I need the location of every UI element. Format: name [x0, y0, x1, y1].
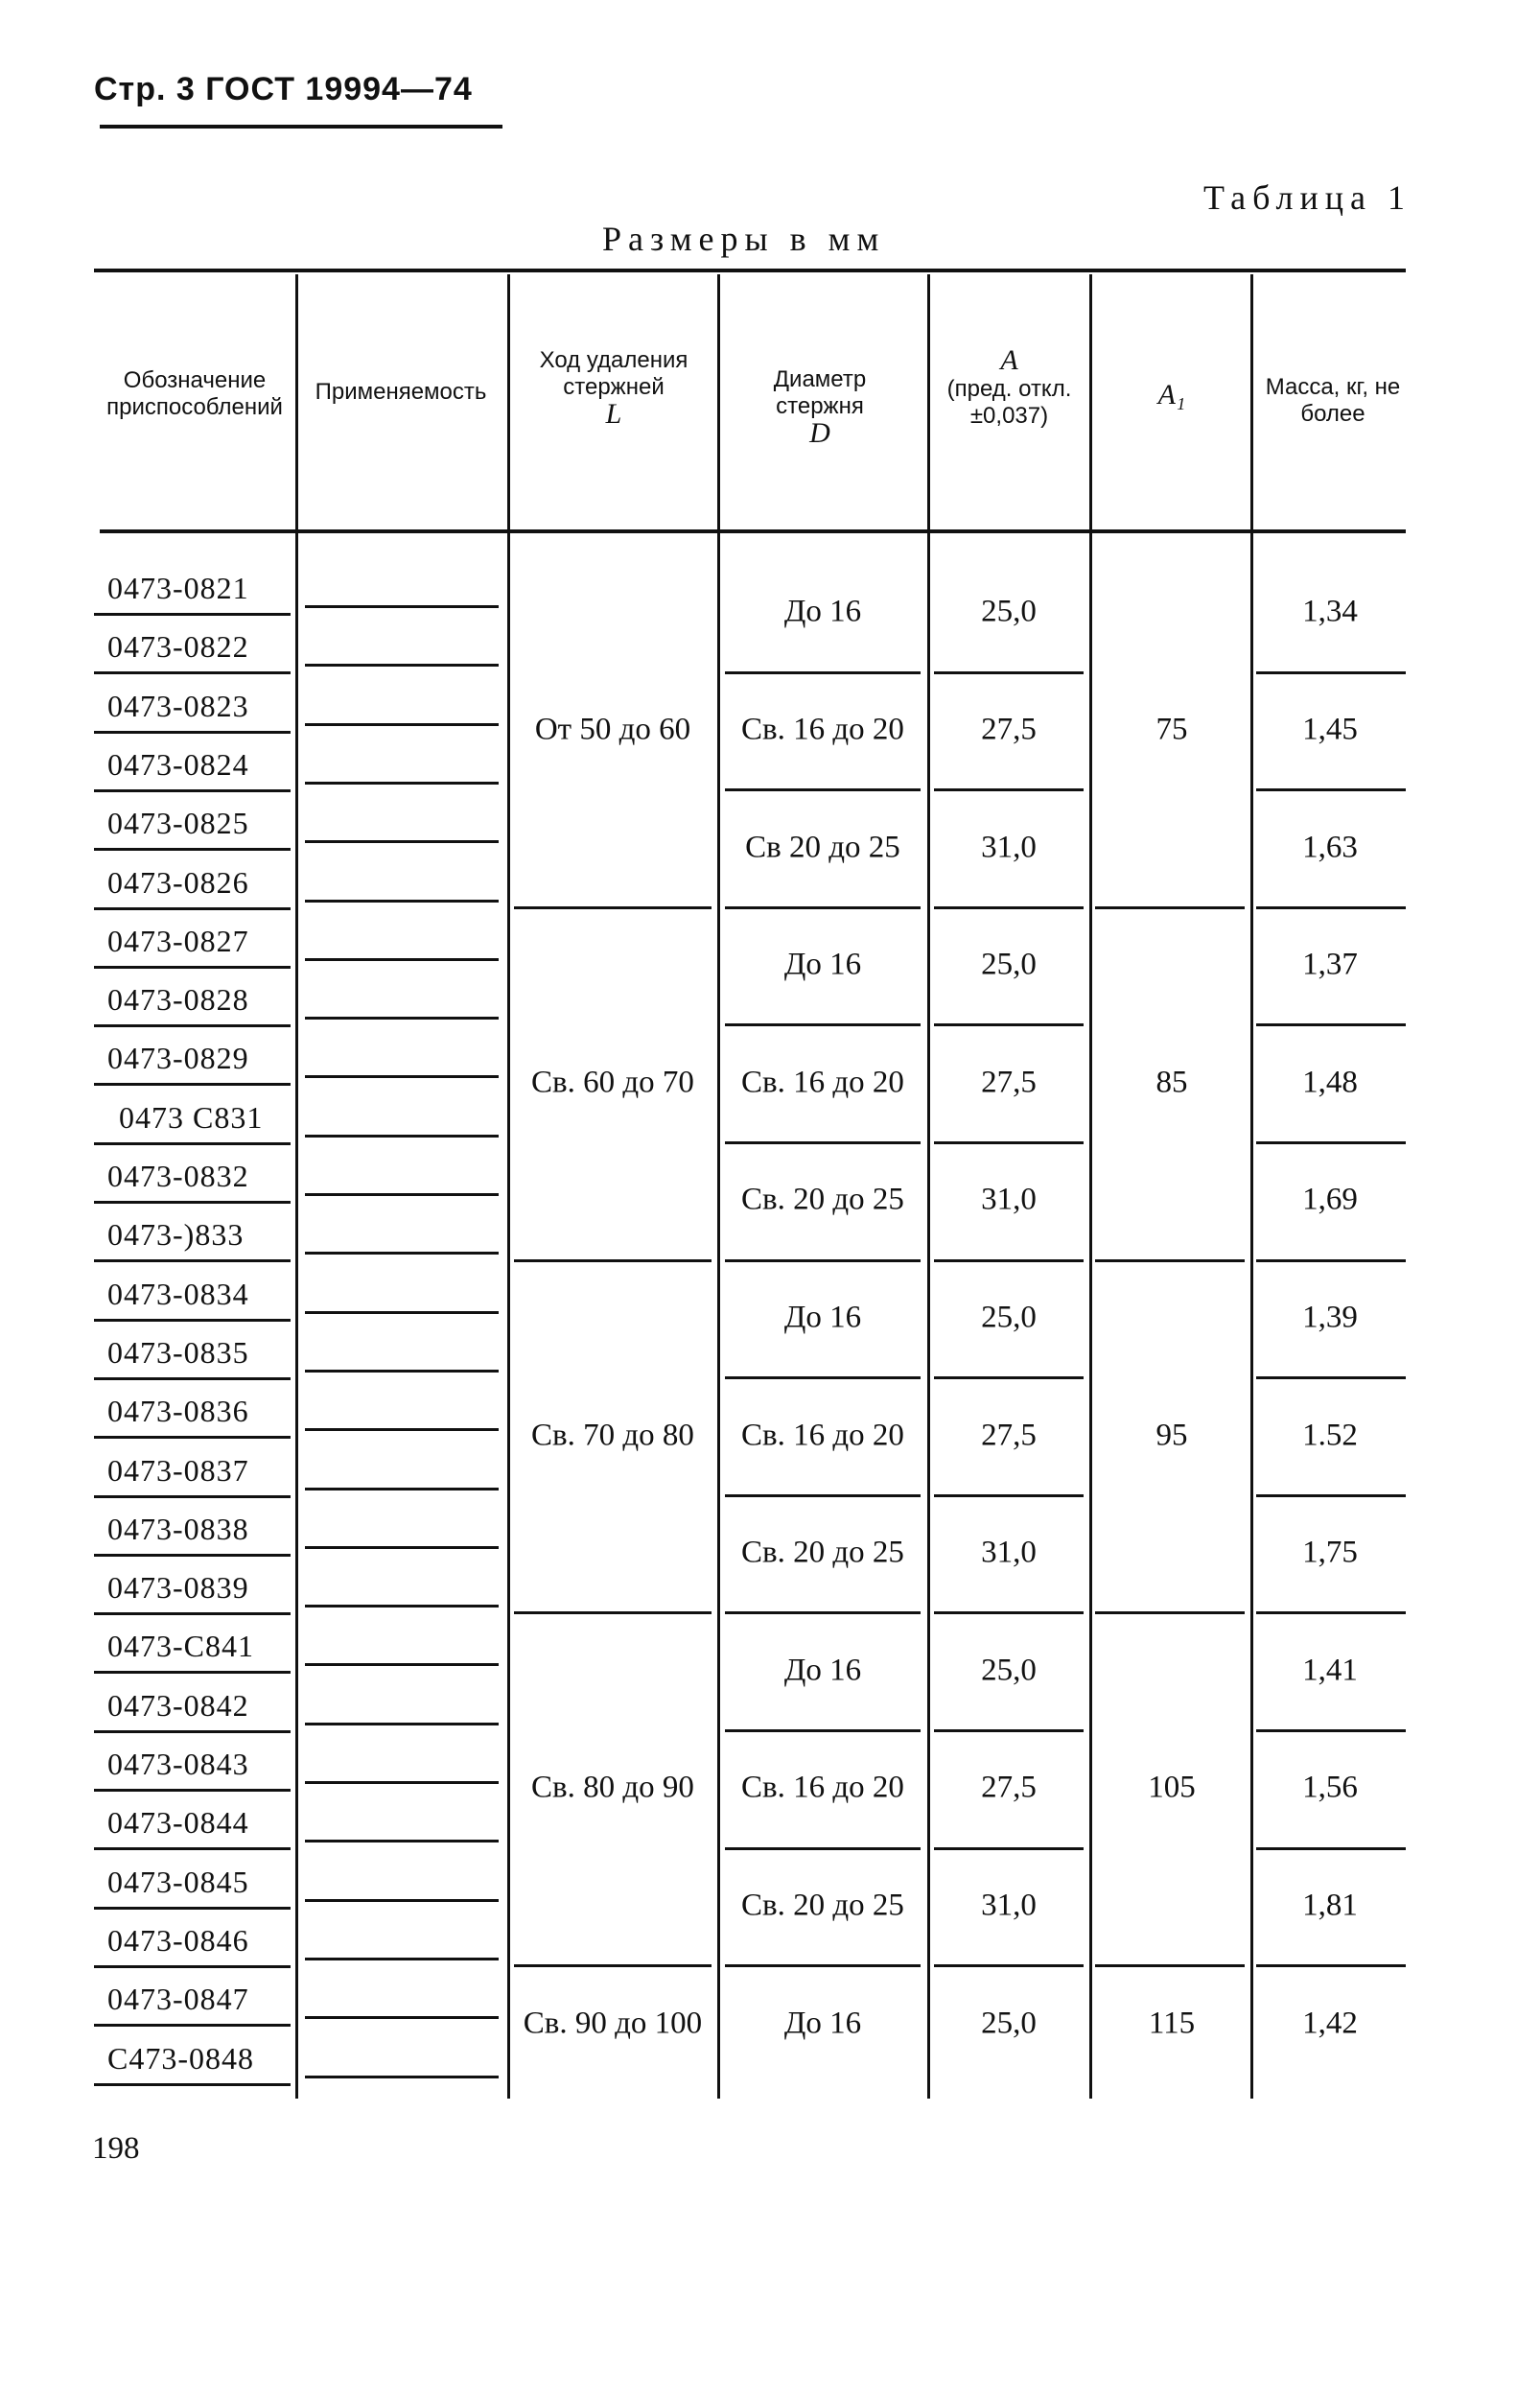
- row-rule: [94, 1377, 291, 1380]
- subgroup-rule: [934, 1023, 1084, 1026]
- row-rule: [94, 848, 291, 851]
- column-header-label: Диаметр стержня: [773, 366, 867, 419]
- group-rule: [514, 906, 712, 909]
- row-rule: [305, 782, 499, 785]
- row-rule: [94, 1201, 291, 1204]
- group-rule: [1256, 1611, 1406, 1614]
- cell-a1: 95: [1155, 1418, 1188, 1452]
- row-rule: [94, 1965, 291, 1968]
- subgroup-rule: [934, 1376, 1084, 1379]
- cell-mass: 1,41: [1302, 1653, 1358, 1688]
- table-row-designation: 0473-0837: [107, 1452, 249, 1488]
- column-header-applicability: [305, 379, 497, 406]
- group-rule: [514, 1259, 712, 1262]
- cell-mass: 1,42: [1302, 2006, 1358, 2040]
- row-rule: [94, 1789, 291, 1792]
- cell-a: 31,0: [981, 830, 1037, 864]
- row-rule: [305, 1546, 499, 1549]
- group-rule: [1095, 1611, 1245, 1614]
- cell-stroke: Св. 60 до 70: [531, 1065, 694, 1100]
- cell-diameter: До 16: [783, 594, 862, 629]
- group-rule: [725, 1964, 921, 1967]
- cell-mass: 1,45: [1302, 712, 1358, 747]
- table-row-designation: 0473-0845: [107, 1864, 249, 1899]
- column-header-label: Масса, кг, не более: [1265, 374, 1401, 427]
- group-rule: [514, 1611, 712, 1614]
- column-header-a: [945, 344, 1074, 430]
- row-rule: [94, 1847, 291, 1850]
- row-rule: [94, 907, 291, 910]
- cell-a: 27,5: [981, 1770, 1037, 1805]
- column-header-stroke: [537, 347, 690, 430]
- cell-stroke: Св. 90 до 100: [523, 2006, 703, 2040]
- cell-mass: 1,63: [1302, 830, 1358, 864]
- table-row-designation: 0473-0832: [107, 1159, 249, 1193]
- cell-diameter: До 16: [783, 1300, 862, 1335]
- row-rule: [94, 1907, 291, 1910]
- group-rule: [1095, 1964, 1245, 1967]
- subgroup-rule: [725, 788, 921, 791]
- column-divider: [717, 274, 720, 2099]
- cell-a1: 85: [1155, 1065, 1188, 1100]
- cell-a: 27,5: [981, 1418, 1037, 1452]
- row-rule: [94, 2024, 291, 2027]
- table-row-designation: 0473-0843: [107, 1747, 249, 1781]
- subgroup-rule: [725, 1847, 921, 1850]
- row-rule: [94, 2083, 291, 2086]
- subgroup-rule: [725, 1494, 921, 1497]
- row-rule: [94, 671, 291, 674]
- row-rule: [305, 1428, 499, 1431]
- cell-diameter: Св. 16 до 20: [741, 1065, 904, 1100]
- table-row-designation: 0473-0821: [107, 571, 249, 605]
- row-rule: [94, 1671, 291, 1674]
- cell-diameter: Св 20 до 25: [745, 830, 900, 864]
- subgroup-rule: [934, 1729, 1084, 1732]
- column-header-label: (пред. откл. ±0,037): [946, 376, 1072, 429]
- cell-mass: 1,75: [1302, 1535, 1358, 1570]
- cell-diameter: До 16: [783, 1653, 862, 1688]
- cell-a1: 105: [1148, 1770, 1196, 1805]
- table-row-designation: 0473-0835: [107, 1334, 249, 1370]
- row-rule: [305, 1605, 499, 1608]
- column-header-symbol: L: [605, 398, 622, 430]
- cell-mass: 1.52: [1302, 1418, 1358, 1452]
- row-rule: [94, 966, 291, 969]
- row-rule: [94, 1730, 291, 1733]
- cell-a1: 115: [1148, 2006, 1196, 2040]
- group-rule: [1256, 1259, 1406, 1262]
- row-rule: [305, 1958, 499, 1960]
- row-rule: [305, 605, 499, 608]
- table-row-designation: С473-0848: [107, 2040, 254, 2076]
- table-row-designation: 0473-С841: [107, 1629, 254, 1664]
- cell-diameter: Св. 20 до 25: [741, 1535, 904, 1570]
- column-header-a1: [1093, 379, 1250, 411]
- row-rule: [305, 840, 499, 843]
- cell-diameter: Св. 20 до 25: [741, 1888, 904, 1923]
- group-rule: [1095, 1259, 1245, 1262]
- column-header-symbol: D: [809, 417, 830, 449]
- row-rule: [305, 1488, 499, 1490]
- group-rule: [934, 1259, 1084, 1262]
- table-row-designation: 0473-0846: [107, 1922, 249, 1958]
- subgroup-rule: [934, 788, 1084, 791]
- cell-mass: 1,81: [1302, 1888, 1358, 1923]
- table-row-designation: 0473-0834: [107, 1276, 249, 1311]
- subgroup-rule: [725, 671, 921, 674]
- cell-mass: 1,56: [1302, 1770, 1358, 1805]
- subgroup-rule: [725, 1729, 921, 1732]
- table-row-designation: 0473-0826: [107, 864, 249, 900]
- cell-stroke: От 50 до 60: [534, 712, 691, 747]
- column-divider: [295, 274, 298, 2099]
- column-header-mass: [1256, 374, 1410, 428]
- row-rule: [94, 1142, 291, 1145]
- subgroup-rule: [1256, 788, 1406, 791]
- table-row-designation: 0473 С831: [119, 1099, 264, 1135]
- group-rule: [1256, 906, 1406, 909]
- page-header: Стр. 3 ГОСТ 19994—74: [94, 71, 473, 107]
- table-row-designation: 0473-0823: [107, 688, 249, 723]
- cell-diameter: Св. 16 до 20: [741, 712, 904, 747]
- row-rule: [94, 789, 291, 792]
- cell-a: 27,5: [981, 1065, 1037, 1100]
- group-rule: [934, 906, 1084, 909]
- table-row-designation: 0473-0838: [107, 1511, 249, 1546]
- cell-a: 31,0: [981, 1888, 1037, 1923]
- row-rule: [94, 1259, 291, 1262]
- cell-a: 25,0: [981, 947, 1037, 982]
- subgroup-rule: [1256, 1023, 1406, 1026]
- subgroup-rule: [725, 1141, 921, 1144]
- row-rule: [305, 900, 499, 903]
- cell-a: 25,0: [981, 2006, 1037, 2040]
- table-row-designation: 0473-0839: [107, 1570, 249, 1606]
- cell-mass: 1,34: [1302, 594, 1358, 629]
- subgroup-rule: [1256, 1141, 1406, 1144]
- cell-diameter: Св. 16 до 20: [741, 1770, 904, 1805]
- row-rule: [94, 1612, 291, 1615]
- row-rule: [305, 1663, 499, 1666]
- row-rule: [305, 1899, 499, 1902]
- cell-diameter: Св. 20 до 25: [741, 1182, 904, 1217]
- table-row-designation: 0473-0829: [107, 1041, 249, 1076]
- row-rule: [305, 664, 499, 667]
- group-rule: [1095, 906, 1245, 909]
- cell-diameter: До 16: [783, 947, 862, 982]
- row-rule: [94, 1495, 291, 1498]
- row-rule: [305, 1840, 499, 1842]
- subgroup-rule: [725, 1376, 921, 1379]
- row-rule: [305, 1723, 499, 1725]
- group-rule: [725, 906, 921, 909]
- cell-a: 25,0: [981, 594, 1037, 629]
- row-rule: [305, 723, 499, 726]
- row-rule: [94, 613, 291, 616]
- subgroup-rule: [1256, 1376, 1406, 1379]
- row-rule: [94, 1436, 291, 1439]
- table-row-designation: 0473-0847: [107, 1982, 249, 2017]
- table-row-designation: 0473-0827: [107, 923, 249, 958]
- cell-a1: 75: [1155, 712, 1188, 747]
- table-row-designation: 0473-0828: [107, 982, 249, 1018]
- row-rule: [305, 1311, 499, 1314]
- cell-diameter: До 16: [783, 2006, 862, 2040]
- row-rule: [305, 1781, 499, 1784]
- subgroup-rule: [934, 1494, 1084, 1497]
- subgroup-rule: [934, 1141, 1084, 1144]
- table-row-designation: 0473-0825: [107, 806, 249, 841]
- group-rule: [934, 1964, 1084, 1967]
- row-rule: [305, 1252, 499, 1255]
- table-row-designation: 0473-)833: [107, 1217, 245, 1253]
- page-number: 198: [92, 2131, 140, 2166]
- subgroup-rule: [1256, 671, 1406, 674]
- row-rule: [305, 1075, 499, 1078]
- column-header-symbol: А: [1000, 344, 1018, 376]
- table-row-designation: 0473-0822: [107, 629, 249, 665]
- table-row-designation: 0473-0836: [107, 1394, 249, 1429]
- group-rule: [725, 1611, 921, 1614]
- subgroup-rule: [725, 1023, 921, 1026]
- row-rule: [305, 1370, 499, 1373]
- cell-mass: 1,48: [1302, 1065, 1358, 1100]
- column-divider: [507, 274, 510, 2099]
- cell-mass: 1,37: [1302, 947, 1358, 982]
- column-header-symbol: А₁: [1157, 379, 1186, 411]
- column-divider: [1089, 274, 1092, 2099]
- cell-diameter: Св. 16 до 20: [741, 1418, 904, 1452]
- column-header-designation: [96, 367, 293, 421]
- cell-stroke: Св. 70 до 80: [531, 1418, 694, 1452]
- subgroup-rule: [934, 671, 1084, 674]
- cell-stroke: Св. 80 до 90: [531, 1770, 694, 1805]
- row-rule: [305, 1135, 499, 1138]
- row-rule: [94, 1554, 291, 1557]
- column-header-diameter: [738, 366, 901, 449]
- cell-mass: 1,69: [1302, 1182, 1358, 1217]
- row-rule: [94, 731, 291, 734]
- row-rule: [305, 958, 499, 961]
- row-rule: [94, 1319, 291, 1322]
- group-rule: [1256, 1964, 1406, 1967]
- column-header-label: Обозначение приспособлений: [106, 367, 283, 420]
- cell-a: 27,5: [981, 712, 1037, 747]
- table-row-designation: 0473-0844: [107, 1805, 249, 1841]
- group-rule: [934, 1611, 1084, 1614]
- subgroup-rule: [1256, 1494, 1406, 1497]
- table-caption: Таблица 1: [1203, 178, 1412, 217]
- table-top-rule: [94, 269, 1406, 272]
- row-rule: [94, 1083, 291, 1086]
- cell-a: 31,0: [981, 1535, 1037, 1570]
- cell-a: 25,0: [981, 1653, 1037, 1688]
- row-rule: [305, 2076, 499, 2078]
- row-rule: [305, 1193, 499, 1196]
- subgroup-rule: [934, 1847, 1084, 1850]
- row-rule: [305, 2016, 499, 2019]
- subgroup-rule: [1256, 1847, 1406, 1850]
- group-rule: [514, 1964, 712, 1967]
- row-rule: [94, 1024, 291, 1027]
- cell-mass: 1,39: [1302, 1300, 1358, 1335]
- table-row-designation: 0473-0824: [107, 746, 249, 782]
- row-rule: [305, 1017, 499, 1020]
- cell-a: 25,0: [981, 1300, 1037, 1335]
- header-rule: [100, 125, 502, 129]
- table-units: Размеры в мм: [602, 220, 886, 258]
- cell-a: 31,0: [981, 1182, 1037, 1217]
- subgroup-rule: [1256, 1729, 1406, 1732]
- table-row-designation: 0473-0842: [107, 1687, 249, 1723]
- column-header-label: Применяемость: [315, 379, 487, 405]
- column-header-label: Ход удаления стержней: [539, 347, 688, 400]
- group-rule: [725, 1259, 921, 1262]
